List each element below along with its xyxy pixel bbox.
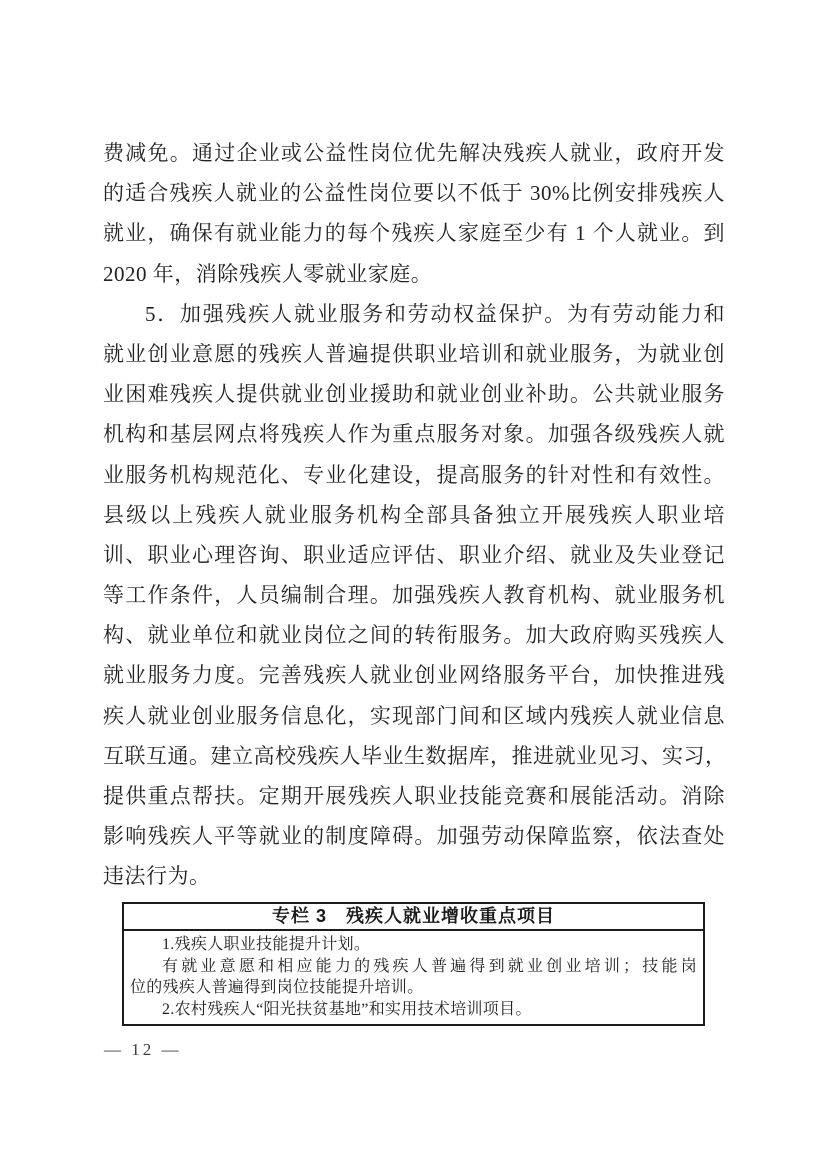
page-number: — 12 — [104, 1040, 182, 1059]
body-line: 构、就业单位和就业岗位之间的转衔服务。加大政府购买残疾人 [103, 623, 725, 648]
body-line: 就业服务力度。完善残疾人就业创业网络服务平台，加快推进残 [103, 663, 725, 688]
callout-line: 1.残疾人职业技能提升计划。 [162, 936, 371, 953]
callout-line: 有就业意愿和相应能力的残疾人普遍得到就业创业培训；技能岗 [162, 957, 697, 975]
body-line: 的适合残疾人就业的公益性岗位要以不低于 30%比例安排残疾人 [103, 181, 725, 206]
body-line: 5．加强残疾人就业服务和劳动权益保护。为有劳动能力和 [145, 301, 725, 326]
body-line: 疾人就业创业服务信息化，实现部门间和区域内残疾人就业信息 [103, 703, 725, 728]
body-text [103, 133, 725, 897]
body-line: 县级以上残疾人就业服务机构全部具备独立开展残疾人职业培 [103, 502, 725, 527]
callout-line: 位的残疾人普遍得到岗位技能提升培训。 [130, 979, 424, 996]
callout-box-column3 [122, 902, 705, 1026]
body-line: 就业创业意愿的残疾人普遍提供职业培训和就业服务，为就业创 [103, 341, 725, 366]
body-line: 费减免。通过企业或公益性岗位优先解决残疾人就业，政府开发 [103, 141, 725, 165]
body-line: 业困难残疾人提供就业创业援助和就业创业补助。公共就业服务 [103, 382, 725, 407]
body-line: 违法行为。 [103, 864, 211, 889]
body-line: 影响残疾人平等就业的制度障碍。加强劳动保障监察，依法查处 [103, 824, 725, 849]
body-line: 训、职业心理咨询、职业适应评估、职业介绍、就业及失业登记 [103, 542, 725, 567]
body-line: 业服务机构规范化、专业化建设，提高服务的针对性和有效性。 [103, 462, 725, 487]
body-line: 2020 年，消除残疾人零就业家庭。 [103, 261, 433, 286]
body-line: 就业，确保有就业能力的每个残疾人家庭至少有 1 个人就业。到 [103, 221, 725, 246]
callout-line: 2.农村残疾人“阳光扶贫基地”和实用技术培训项目。 [162, 1000, 532, 1018]
body-line: 互联互通。建立高校残疾人毕业生数据库，推进就业见习、实习， [103, 743, 727, 768]
body-line: 提供重点帮扶。定期开展残疾人职业技能竞赛和展能活动。消除 [103, 784, 725, 808]
callout-box-title: 专栏 3 残疾人就业增收重点项目 [124, 904, 703, 931]
body-line: 机构和基层网点将残疾人作为重点服务对象。加强各级残疾人就 [103, 422, 725, 447]
callout-box-body [124, 931, 703, 1024]
body-line: 等工作条件，人员编制合理。加强残疾人教育机构、就业服务机 [103, 583, 725, 608]
